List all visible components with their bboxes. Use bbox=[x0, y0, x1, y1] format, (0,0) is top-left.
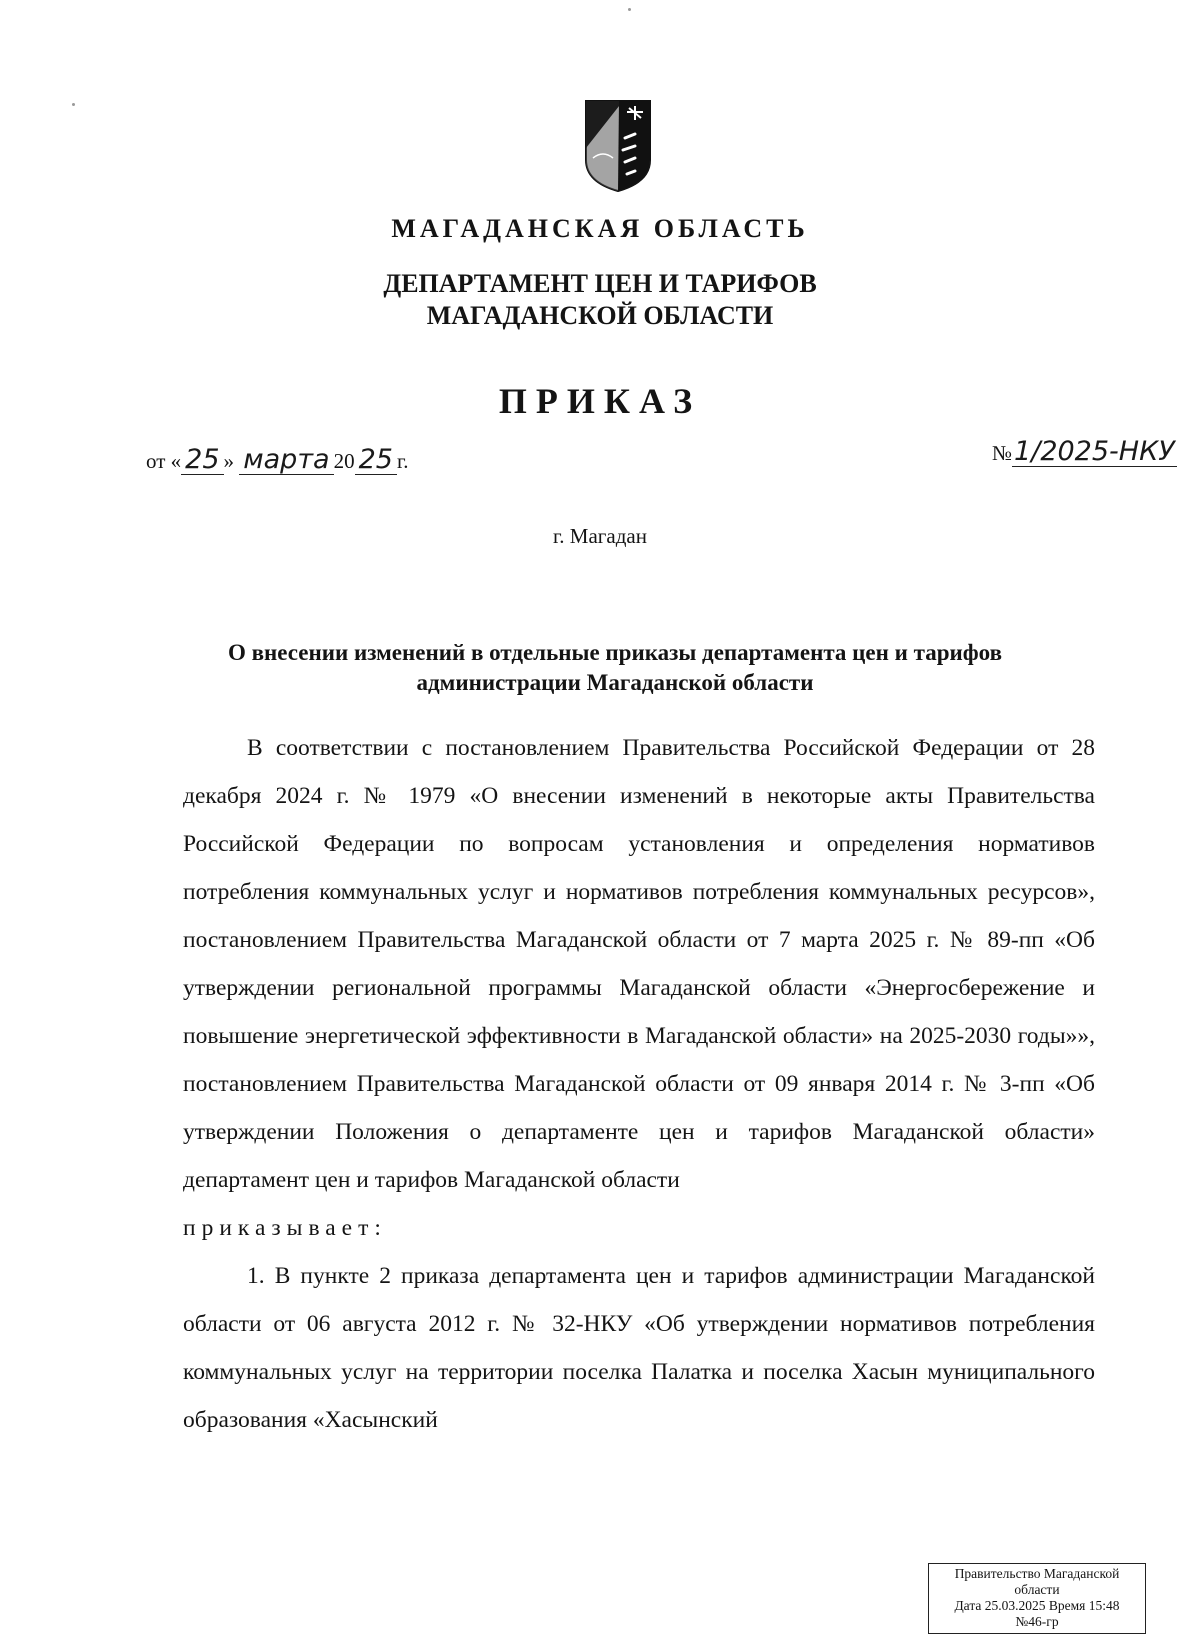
item-1-paragraph: 1. В пункте 2 приказа департамента цен и тарифов администрации Магаданской области от 06 августа 2012 г. № 32-НКУ «Об утверждении нормативов потребления коммунальных услуг на территории поселка Палатка и поселка Хасын муниципального образования «Хасынский bbox=[183, 1263, 1095, 1433]
number-sign: № bbox=[992, 441, 1013, 465]
order-date bbox=[146, 446, 408, 475]
scan-speck bbox=[628, 8, 631, 11]
date-year-handwritten: 25 bbox=[355, 446, 397, 475]
date-century: 20 bbox=[333, 449, 355, 473]
stamp-line-2: области bbox=[1014, 1582, 1060, 1597]
date-prefix: от « bbox=[146, 449, 182, 473]
stamp-line-4: №46-гр bbox=[1015, 1614, 1059, 1629]
order-body bbox=[183, 724, 1095, 1444]
region-title: МАГАДАНСКАЯ ОБЛАСТЬ bbox=[391, 214, 809, 243]
date-month-handwritten: марта bbox=[239, 446, 333, 475]
date-day-handwritten: 25 bbox=[181, 446, 223, 475]
preamble-paragraph: В соответствии с постановлением Правительства Российской Федерации от 28 декабря 2024 г. № 1979 «О внесении изменений в некоторые акты Правительства Российской Федерации по вопросам установления и определения нормативов потребления коммунальных услуг и нормативов потребления коммунальных ресурсов», постановлением Правительства Магаданской области от 7 марта 2025 г. № 89-пп «Об утверждении региональной программы Магаданской области «Энергосбережение и повышение энергетической эффективности в Магаданской области» на 2025-2030 годы»», постановлением Правительства Магаданской области от 09 января 2014 г. № 3-пп «Об утверждении Положения о департаменте цен и тарифов Магаданской области» департамент цен и тарифов Магаданской области bbox=[183, 735, 1095, 1193]
stamp-line-1: Правительство Магаданской bbox=[954, 1566, 1120, 1581]
orders-word: приказывает: bbox=[183, 1215, 387, 1241]
date-mid: » bbox=[223, 449, 235, 473]
department-line-1: ДЕПАРТАМЕНТ ЦЕН И ТАРИФОВ bbox=[383, 269, 817, 298]
date-suffix: г. bbox=[396, 449, 409, 473]
city-label: г. Магадан bbox=[553, 524, 647, 548]
department-title bbox=[0, 268, 1200, 332]
number-value-handwritten: 1/2025-НКУ bbox=[1014, 436, 1175, 467]
stamp-line-3: Дата 25.03.2025 Время 15:48 bbox=[954, 1598, 1120, 1613]
order-number bbox=[992, 438, 1177, 467]
department-line-2: МАГАДАНСКОЙ ОБЛАСТИ bbox=[426, 301, 774, 330]
order-subject: О внесении изменений в отдельные приказы департамента цен и тарифов администрации Магаданской области bbox=[227, 640, 1003, 695]
coat-of-arms-icon bbox=[583, 98, 653, 194]
document-type-title: ПРИКАЗ bbox=[498, 381, 702, 421]
scan-speck bbox=[72, 103, 75, 106]
registration-stamp bbox=[928, 1563, 1146, 1634]
